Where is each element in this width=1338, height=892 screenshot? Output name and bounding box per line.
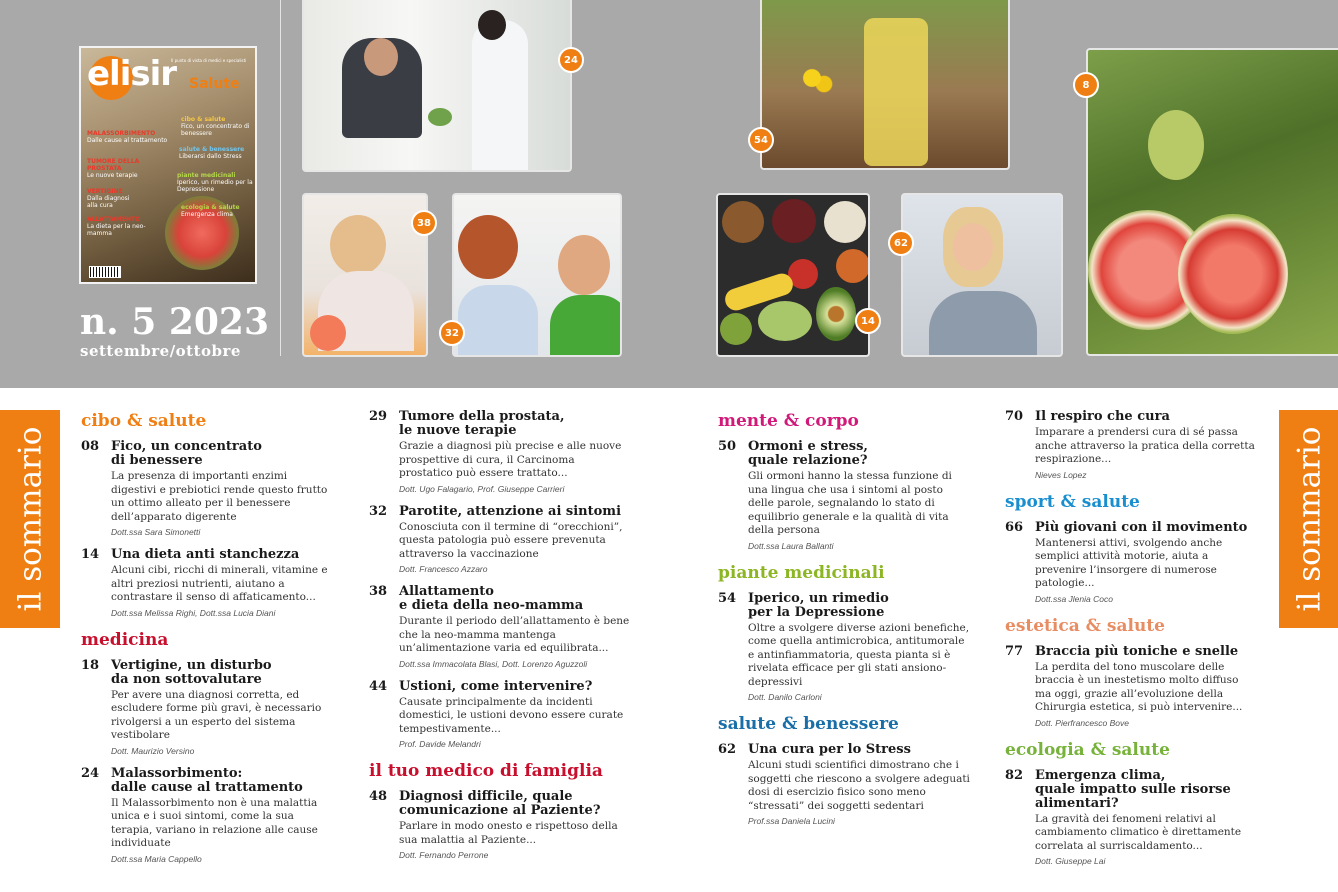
article-author: Dott.ssa Jlenia Coco bbox=[1035, 593, 1113, 604]
toc-entry[interactable] bbox=[369, 505, 631, 576]
article-summary: Oltre a svolgere diverse azioni benefiche, come quella antimicrobica, antitumorale e antinfiammatoria, questa pianta si è rivelata efficace per gli stati ansiono-depressivi bbox=[748, 621, 970, 688]
article-author: Prof.ssa Daniela Lucini bbox=[748, 816, 835, 826]
divider bbox=[280, 0, 281, 356]
page-number: 70 bbox=[1005, 409, 1024, 424]
article-title[interactable]: Una dieta anti stanchezza bbox=[111, 547, 300, 562]
photo-consultation[interactable] bbox=[302, 0, 572, 172]
entry-body bbox=[1035, 645, 1257, 729]
toc-entry[interactable] bbox=[718, 440, 970, 552]
page-number: 14 bbox=[81, 547, 100, 562]
article-summary: La gravità dei fenomeni relativi al cambiamento climatico è direttamente correlata al surriscaldamento... bbox=[1035, 812, 1242, 852]
entry-body bbox=[399, 680, 631, 751]
article-title[interactable]: Tumore della prostata, le nuove terapie bbox=[399, 409, 565, 438]
page-badge: 62 bbox=[888, 230, 914, 256]
entry-body bbox=[399, 790, 631, 861]
cover-line: VERTIGINE Dalla diagnosi alla cura bbox=[87, 188, 130, 209]
doctor-coat bbox=[458, 285, 538, 357]
toc-entry[interactable] bbox=[81, 548, 331, 619]
article-title[interactable]: Vertigine, un disturbo da non sottovalutare bbox=[111, 657, 272, 687]
article-title[interactable]: Una cura per lo Stress bbox=[748, 742, 911, 757]
article-summary: La presenza di importanti enzimi digestivi e prebiotici rende questo frutto un ottimo alleato per il benessere dell’apparato digerente bbox=[111, 470, 328, 523]
toc-entry[interactable] bbox=[1005, 521, 1257, 605]
article-title[interactable]: Più giovani con il movimento bbox=[1035, 519, 1248, 535]
article-summary: Alcuni cibi, ricchi di minerali, vitamine e altri preziosi nutrienti, aiutano a contrastare il senso di affaticamento... bbox=[111, 564, 328, 603]
side-tab-right bbox=[1279, 410, 1338, 628]
fig-whole bbox=[1148, 110, 1204, 180]
cover-line: cibo & salute Fico, un concentrato di benessere bbox=[181, 116, 250, 137]
entry-body bbox=[748, 592, 970, 704]
doctor-figure bbox=[472, 20, 528, 170]
toc-column-4 bbox=[1005, 410, 1257, 877]
article-title[interactable]: Diagnosi difficile, quale comunicazione al Paziente? bbox=[399, 789, 601, 818]
kiwi bbox=[720, 313, 752, 345]
page-badge: 32 bbox=[439, 320, 465, 346]
toc-entry[interactable] bbox=[718, 592, 970, 704]
child-shirt bbox=[550, 295, 622, 357]
nuts-bowl bbox=[722, 201, 764, 243]
page-number: 32 bbox=[369, 503, 388, 519]
page-number: 66 bbox=[1005, 519, 1024, 535]
article-author: Dott.ssa Melissa Righi, Dott.ssa Lucia Diani bbox=[111, 607, 276, 618]
article-author: Dott. Pierfrancesco Bove bbox=[1035, 717, 1130, 728]
article-summary: Mantenersi attivi, svolgendo anche semplici attività motorie, aiuta a prevenire l’insorgere di numerose patologie... bbox=[1035, 536, 1223, 589]
entry-body bbox=[1035, 410, 1257, 481]
photo-healthy-food[interactable] bbox=[716, 193, 870, 357]
side-tab-label: il sommario bbox=[1291, 426, 1327, 612]
article-author: Dott.ssa Laura Ballanti bbox=[748, 540, 834, 551]
page-number: 82 bbox=[1005, 767, 1024, 783]
article-summary: Durante il periodo dell’allattamento è bene che la neo-mamma mantenga un’alimentazione varia ed equilibrata... bbox=[399, 615, 630, 654]
section-heading: ecologia & salute bbox=[1005, 739, 1170, 760]
section-heading: sport & salute bbox=[1005, 491, 1140, 512]
toc-column-1 bbox=[81, 410, 331, 875]
section-heading: estetica & salute bbox=[1005, 615, 1165, 636]
side-tab-left bbox=[0, 410, 60, 628]
article-author: Dott. Fernando Perrone bbox=[399, 850, 489, 860]
article-author: Dott. Maurizio Versino bbox=[111, 745, 195, 756]
toc-column-3 bbox=[718, 410, 970, 837]
cover-logo: elisir bbox=[87, 54, 177, 94]
entry-body bbox=[748, 743, 970, 827]
fig-half-2 bbox=[1178, 214, 1288, 334]
page-badge: 54 bbox=[748, 127, 774, 153]
avocado bbox=[816, 287, 856, 341]
cover-logo-sub: Salute bbox=[189, 76, 240, 92]
article-title[interactable]: Ormoni e stress, quale relazione? bbox=[748, 439, 868, 468]
woman-face bbox=[953, 223, 993, 271]
article-author: Dott. Ugo Falagario, Prof. Giuseppe Carrieri bbox=[399, 483, 565, 494]
section-heading: salute & benessere bbox=[718, 714, 899, 734]
entry-body bbox=[111, 659, 331, 757]
toc-entry[interactable] bbox=[1005, 410, 1257, 481]
child-head bbox=[558, 235, 610, 295]
cover-line: TUMORE DELLA PROSTATA Le nuove terapie bbox=[87, 158, 140, 179]
article-summary: La perdita del tono muscolare delle braccia è un inestetismo molto diffuso ma oggi, grazie all’evoluzione della Chirurgia estetica, si può intervenire... bbox=[1035, 660, 1243, 713]
page-number: 38 bbox=[369, 584, 388, 599]
article-summary: Alcuni studi scientifici dimostrano che i soggetti che riescono a svolgere adeguati dosi di esercizio fisico sono meno “stressati” dei soggetti sedentari bbox=[748, 759, 970, 812]
entry-body bbox=[111, 767, 331, 865]
entry-body bbox=[399, 410, 631, 495]
section-heading: il tuo medico di famiglia bbox=[369, 761, 603, 781]
grapefruit bbox=[310, 315, 346, 351]
entry-body bbox=[399, 505, 631, 576]
article-summary: Imparare a prendersi cura di sé passa anche attraverso la pratica della corretta respirazione... bbox=[1035, 426, 1255, 465]
issue-number: n. 5 2023 bbox=[80, 301, 270, 343]
article-author: Dott. Giuseppe Lai bbox=[1035, 856, 1106, 866]
toc-entry[interactable] bbox=[369, 585, 631, 670]
toc-column-2 bbox=[369, 410, 631, 871]
article-author: Dott.ssa Immacolata Blasi, Dott. Lorenzo Aguzzoli bbox=[399, 658, 588, 669]
article-author: Nieves Lopez bbox=[1035, 469, 1087, 480]
page-number: 48 bbox=[369, 789, 388, 804]
toc-entry[interactable] bbox=[369, 790, 631, 861]
photo-figs[interactable] bbox=[1086, 48, 1338, 356]
header-band bbox=[0, 0, 1338, 388]
page-number: 08 bbox=[81, 439, 100, 454]
article-author: Dott.ssa Maria Cappello bbox=[111, 853, 202, 864]
article-author: Dott. Danilo Carloni bbox=[748, 692, 822, 702]
barcode bbox=[89, 266, 121, 278]
toc-entry[interactable] bbox=[81, 659, 331, 757]
cover-line: MALASSORBIMENTO Dalle cause al trattamento bbox=[87, 130, 168, 144]
toc-entry[interactable] bbox=[718, 743, 970, 827]
side-tab-label: il sommario bbox=[12, 426, 48, 612]
toc-entry[interactable] bbox=[1005, 769, 1257, 868]
woman-top bbox=[929, 291, 1037, 357]
page-badge: 38 bbox=[411, 210, 437, 236]
entry-body bbox=[399, 585, 631, 670]
cover-tagline: Il punto di vista di medici e specialisti bbox=[171, 58, 247, 63]
article-summary: Gli ormoni hanno la stessa funzione di una lingua che usa i sintomi al posto delle parole, segnalando lo stato di equilibrio generale e la qualità di vita della persona bbox=[748, 470, 952, 536]
cover-line: salute & benessere Liberarsi dallo Stress bbox=[179, 146, 245, 160]
section-heading: medicina bbox=[81, 629, 169, 650]
section-heading: piante medicinali bbox=[718, 562, 885, 583]
article-title[interactable]: Iperico, un rimedio per la Depressione bbox=[748, 590, 889, 620]
page-badge: 24 bbox=[558, 47, 584, 73]
entry-body bbox=[1035, 769, 1257, 868]
page-number: 44 bbox=[369, 678, 388, 694]
photo-juice[interactable] bbox=[302, 193, 428, 357]
section-heading: mente & corpo bbox=[718, 411, 859, 431]
article-title[interactable]: Parotite, attenzione ai sintomi bbox=[399, 503, 622, 519]
woman-head bbox=[330, 215, 386, 275]
photo-hypericum[interactable] bbox=[760, 0, 1010, 170]
photo-neck-pain[interactable] bbox=[901, 193, 1063, 357]
magazine-cover[interactable] bbox=[79, 46, 257, 284]
page-badge: 14 bbox=[855, 308, 881, 334]
page-number: 29 bbox=[369, 409, 388, 424]
toc-entry[interactable] bbox=[81, 440, 331, 538]
article-author: Dott.ssa Sara Simonetti bbox=[111, 527, 201, 537]
entry-body bbox=[111, 440, 331, 538]
issue-period: settembre/ottobre bbox=[80, 342, 241, 360]
article-summary: Causate principalmente da incidenti domestici, le ustioni devono essere curate tempestivamente... bbox=[399, 695, 624, 735]
article-summary: Per avere una diagnosi corretta, ed escludere forme più gravi, è necessario rivolgersi a un esperto del sistema vestibolare bbox=[111, 688, 322, 741]
article-title[interactable]: Braccia più toniche e snelle bbox=[1035, 643, 1239, 659]
cover-line: piante medicinali Iperico, un rimedio per la Depressione bbox=[177, 172, 253, 193]
article-title[interactable]: Ustioni, come intervenire? bbox=[399, 678, 593, 694]
page-number: 54 bbox=[718, 590, 737, 606]
page-number: 18 bbox=[81, 657, 100, 673]
toc-entry[interactable] bbox=[1005, 645, 1257, 729]
cover-line: ecologia & salute Emergenza clima bbox=[181, 204, 240, 218]
flowers bbox=[782, 48, 842, 108]
article-summary: Il Malassorbimento non è una malattia unica e i suoi sintomi, come la sua terapia, variano in relazione alle cause individuate bbox=[111, 796, 318, 849]
entry-body bbox=[111, 548, 331, 619]
toc-entry[interactable] bbox=[369, 680, 631, 751]
article-title[interactable]: Allattamento e dieta della neo-mamma bbox=[399, 584, 584, 613]
article-summary: Conosciuta con il termine di “orecchioni”, questa patologia può essere prevenuta attraverso la vaccinazione bbox=[399, 520, 623, 560]
page-number: 62 bbox=[718, 742, 737, 757]
patient-head bbox=[364, 38, 398, 76]
page-badge: 8 bbox=[1073, 72, 1099, 98]
article-title[interactable]: Emergenza clima, quale impatto sulle risorse alimentari? bbox=[1035, 767, 1231, 811]
doctor-head bbox=[478, 10, 506, 40]
lentils-bowl bbox=[836, 249, 870, 283]
white-beans-bowl bbox=[824, 201, 866, 243]
grapes bbox=[758, 301, 812, 341]
article-title[interactable]: Il respiro che cura bbox=[1035, 409, 1170, 424]
article-author: Dott. Francesco Azzaro bbox=[399, 564, 488, 574]
cover-line: ALLATTAMENTO La dieta per la neo-mamma bbox=[87, 216, 146, 237]
section-heading: cibo & salute bbox=[81, 411, 207, 431]
page-number: 24 bbox=[81, 765, 100, 781]
doctor-hair bbox=[458, 215, 518, 279]
article-summary: Parlare in modo onesto e rispettoso della sua malattia al Paziente... bbox=[399, 820, 618, 846]
entry-body bbox=[1035, 521, 1257, 605]
article-title[interactable]: Malassorbimento: dalle cause al trattamento bbox=[111, 765, 303, 795]
beans-bowl bbox=[772, 199, 816, 243]
toc-entry[interactable] bbox=[81, 767, 331, 865]
oil-bottle bbox=[864, 18, 928, 166]
article-author: Prof. Davide Melandri bbox=[399, 739, 481, 749]
plant bbox=[428, 108, 452, 126]
entry-body bbox=[748, 440, 970, 552]
page-number: 50 bbox=[718, 439, 737, 454]
page-number: 77 bbox=[1005, 643, 1024, 659]
toc-entry[interactable] bbox=[369, 410, 631, 495]
article-summary: Grazie a diagnosi più precise e alle nuove prospettive di cura, il Carcinoma prostatico può essere trattato... bbox=[399, 440, 622, 479]
article-title[interactable]: Fico, un concentrato di benessere bbox=[111, 439, 262, 468]
photo-child-exam[interactable] bbox=[452, 193, 622, 357]
